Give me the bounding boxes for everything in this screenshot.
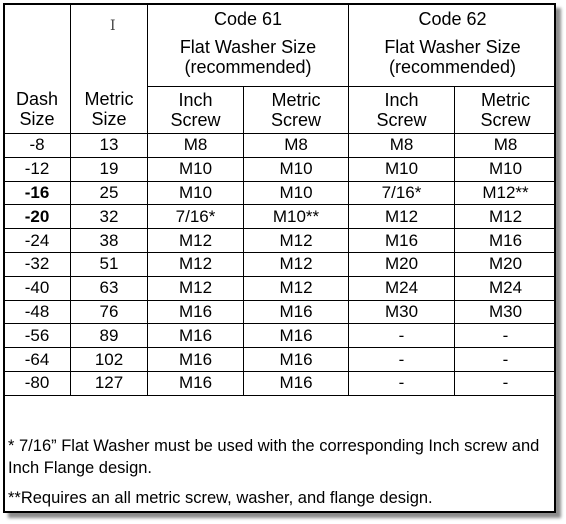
code62-inch-screw-cell: M30 bbox=[349, 300, 455, 324]
dash-size-cell: -64 bbox=[4, 348, 71, 372]
code61-inch-screw-cell: M12 bbox=[148, 276, 244, 300]
metric-size-cell: 32 bbox=[71, 205, 148, 229]
code61-metric-screw-cell: M16 bbox=[244, 300, 349, 324]
code61-inch-screw-cell: M16 bbox=[148, 300, 244, 324]
code62-header: Code 62 bbox=[349, 4, 557, 34]
dash-size-cell: -56 bbox=[4, 324, 71, 348]
code62-metric-screw-cell: - bbox=[455, 324, 557, 348]
code62-inch-screw-cell: M10 bbox=[349, 157, 455, 181]
metric-size-cell: 25 bbox=[71, 181, 148, 205]
dash-size-cell: -12 bbox=[4, 157, 71, 181]
code62-inch-screw-cell: M24 bbox=[349, 276, 455, 300]
code61-inch-screw-cell: M10 bbox=[148, 157, 244, 181]
table-row bbox=[4, 371, 557, 395]
code62-metric-screw-cell: M20 bbox=[455, 252, 557, 276]
code61-metric-screw-cell: M16 bbox=[244, 348, 349, 372]
code62-inch-screw-cell: 7/16* bbox=[349, 181, 455, 205]
code62-inch-screw-cell: - bbox=[349, 348, 455, 372]
table-row bbox=[4, 324, 557, 348]
code62-inch-screw-cell: M8 bbox=[349, 134, 455, 158]
table-row bbox=[4, 300, 557, 324]
code61-metric-screw-cell: M12 bbox=[244, 252, 349, 276]
code62-metric-screw-cell: M10 bbox=[455, 157, 557, 181]
code61-metric-screw-cell: M8 bbox=[244, 134, 349, 158]
metric-size-cell: 19 bbox=[71, 157, 148, 181]
code61-metric-screw-cell: M10 bbox=[244, 181, 349, 205]
code61-inch-screw-cell: M8 bbox=[148, 134, 244, 158]
code61-inch-screw-cell: M16 bbox=[148, 371, 244, 395]
dash-size-cell: -8 bbox=[4, 134, 71, 158]
code62-inch-screw-cell: - bbox=[349, 324, 455, 348]
code61-metric-screw-cell: M16 bbox=[244, 371, 349, 395]
metric-size-cell: 38 bbox=[71, 229, 148, 253]
dash-size-cell: -32 bbox=[4, 252, 71, 276]
table-row bbox=[4, 205, 557, 229]
dash-size-cell: -24 bbox=[4, 229, 71, 253]
metric-size-cell: 102 bbox=[71, 348, 148, 372]
code61-metric-screw-cell: M12 bbox=[244, 276, 349, 300]
dash-size-cell: -80 bbox=[4, 371, 71, 395]
code61-metric-screw-cell: M12 bbox=[244, 229, 349, 253]
text-cursor-icon: I bbox=[110, 18, 116, 34]
code62-inch-screw-cell: - bbox=[349, 371, 455, 395]
metric-size-cell: 127 bbox=[71, 371, 148, 395]
dash-size-header: Dash Size bbox=[4, 4, 71, 134]
table-row bbox=[4, 252, 557, 276]
code61-inch-screw-header: Inch Screw bbox=[148, 87, 244, 134]
code62-metric-screw-cell: M12** bbox=[455, 181, 557, 205]
code62-metric-screw-cell: M12 bbox=[455, 205, 557, 229]
table-row bbox=[4, 134, 557, 158]
code61-inch-screw-cell: M10 bbox=[148, 181, 244, 205]
metric-size-cell: 13 bbox=[71, 134, 148, 158]
code61-flat-washer-header: Flat Washer Size (recommended) bbox=[148, 33, 349, 87]
code61-metric-screw-cell: M10** bbox=[244, 205, 349, 229]
code61-inch-screw-cell: M12 bbox=[148, 252, 244, 276]
code62-flat-washer-header: Flat Washer Size (recommended) bbox=[349, 33, 557, 87]
dash-size-cell: -48 bbox=[4, 300, 71, 324]
table-row bbox=[4, 181, 557, 205]
table-row bbox=[4, 157, 557, 181]
footnote-metric-design: **Requires an all metric screw, washer, and flange design. bbox=[8, 489, 433, 507]
code62-inch-screw-cell: M12 bbox=[349, 205, 455, 229]
metric-size-cell: 76 bbox=[71, 300, 148, 324]
dash-size-cell: -20 bbox=[4, 205, 71, 229]
table-row bbox=[4, 348, 557, 372]
code61-inch-screw-cell: M16 bbox=[148, 348, 244, 372]
table-row bbox=[4, 276, 557, 300]
code61-metric-screw-cell: M10 bbox=[244, 157, 349, 181]
code62-metric-screw-cell: M24 bbox=[455, 276, 557, 300]
code61-metric-screw-header: Metric Screw bbox=[244, 87, 349, 134]
dash-size-cell: -16 bbox=[4, 181, 71, 205]
code62-metric-screw-cell: - bbox=[455, 371, 557, 395]
table-row bbox=[4, 229, 557, 253]
code61-metric-screw-cell: M16 bbox=[244, 324, 349, 348]
code62-inch-screw-header: Inch Screw bbox=[349, 87, 455, 134]
washer-size-table-figure bbox=[3, 3, 556, 513]
code62-inch-screw-cell: M16 bbox=[349, 229, 455, 253]
code61-inch-screw-cell: 7/16* bbox=[148, 205, 244, 229]
code61-inch-screw-cell: M16 bbox=[148, 324, 244, 348]
code62-metric-screw-cell: M16 bbox=[455, 229, 557, 253]
metric-size-header: Metric Size bbox=[71, 4, 148, 134]
metric-size-cell: 89 bbox=[71, 324, 148, 348]
footnote-inch-washer: * 7/16” Flat Washer must be used with the corresponding Inch screw and Inch Flange design. bbox=[8, 437, 540, 477]
code61-inch-screw-cell: M12 bbox=[148, 229, 244, 253]
code62-metric-screw-header: Metric Screw bbox=[455, 87, 557, 134]
code62-metric-screw-cell: M30 bbox=[455, 300, 557, 324]
dash-size-cell: -40 bbox=[4, 276, 71, 300]
code62-inch-screw-cell: M20 bbox=[349, 252, 455, 276]
metric-size-cell: 63 bbox=[71, 276, 148, 300]
metric-size-cell: 51 bbox=[71, 252, 148, 276]
code62-metric-screw-cell: - bbox=[455, 348, 557, 372]
code61-header: Code 61 bbox=[148, 4, 349, 34]
code62-metric-screw-cell: M8 bbox=[455, 134, 557, 158]
washer-size-table bbox=[3, 3, 556, 396]
